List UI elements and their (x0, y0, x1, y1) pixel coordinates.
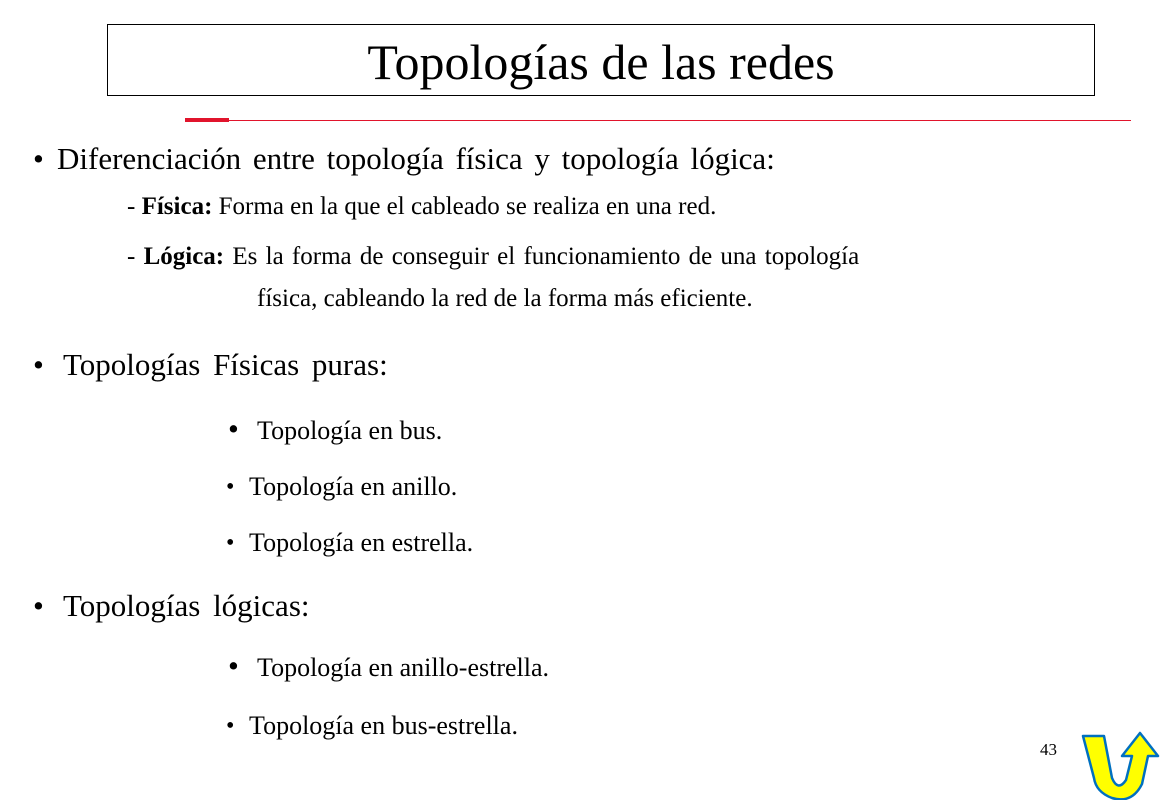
accent-bar (185, 118, 229, 122)
bus-estrella-item: Topología en bus-estrella. (249, 711, 518, 740)
slide-title: Topologías de las redes (367, 34, 835, 90)
accent-divider-line (229, 120, 1131, 121)
bus-bullet: • (228, 411, 239, 446)
bus-estrella-bullet: • (226, 713, 235, 739)
fisica-label: Física: (141, 193, 213, 220)
title-box (107, 24, 1095, 96)
fisicas-puras-heading: Topologías Físicas puras: (63, 347, 388, 382)
logica-label: Lógica: (143, 243, 225, 270)
intro-text: Diferenciación entre topología física y topología lógica: (57, 141, 775, 176)
estrella-bullet: • (226, 530, 235, 556)
logicas-bullet: • (33, 588, 44, 623)
fisica-text: Forma en la que el cableado se realiza en una red. (218, 193, 717, 220)
page-number: 43 (1040, 740, 1057, 759)
anillo-item: Topología en anillo. (249, 472, 458, 501)
bus-item: Topología en bus. (257, 416, 443, 445)
fisicas-puras-bullet: • (33, 347, 44, 382)
anillo-estrella-item: Topología en anillo-estrella. (257, 653, 550, 682)
estrella-item: Topología en estrella. (249, 528, 474, 557)
fisica-definition (127, 194, 716, 219)
logica-text: Es la forma de conseguir el funcionamiento de una topología (232, 243, 860, 270)
logica-text-continued: física, cableando la red de la forma más eficiente. (257, 285, 753, 312)
logica-definition (127, 244, 859, 269)
intro-bullet: • (33, 141, 44, 176)
anillo-bullet: • (226, 474, 235, 500)
anillo-estrella-bullet: • (228, 648, 239, 683)
fisica-dash: - (127, 193, 136, 220)
logicas-heading: Topologías lógicas: (63, 588, 310, 623)
u-turn-arrow-icon[interactable] (1080, 730, 1160, 800)
logica-dash: - (127, 243, 136, 270)
